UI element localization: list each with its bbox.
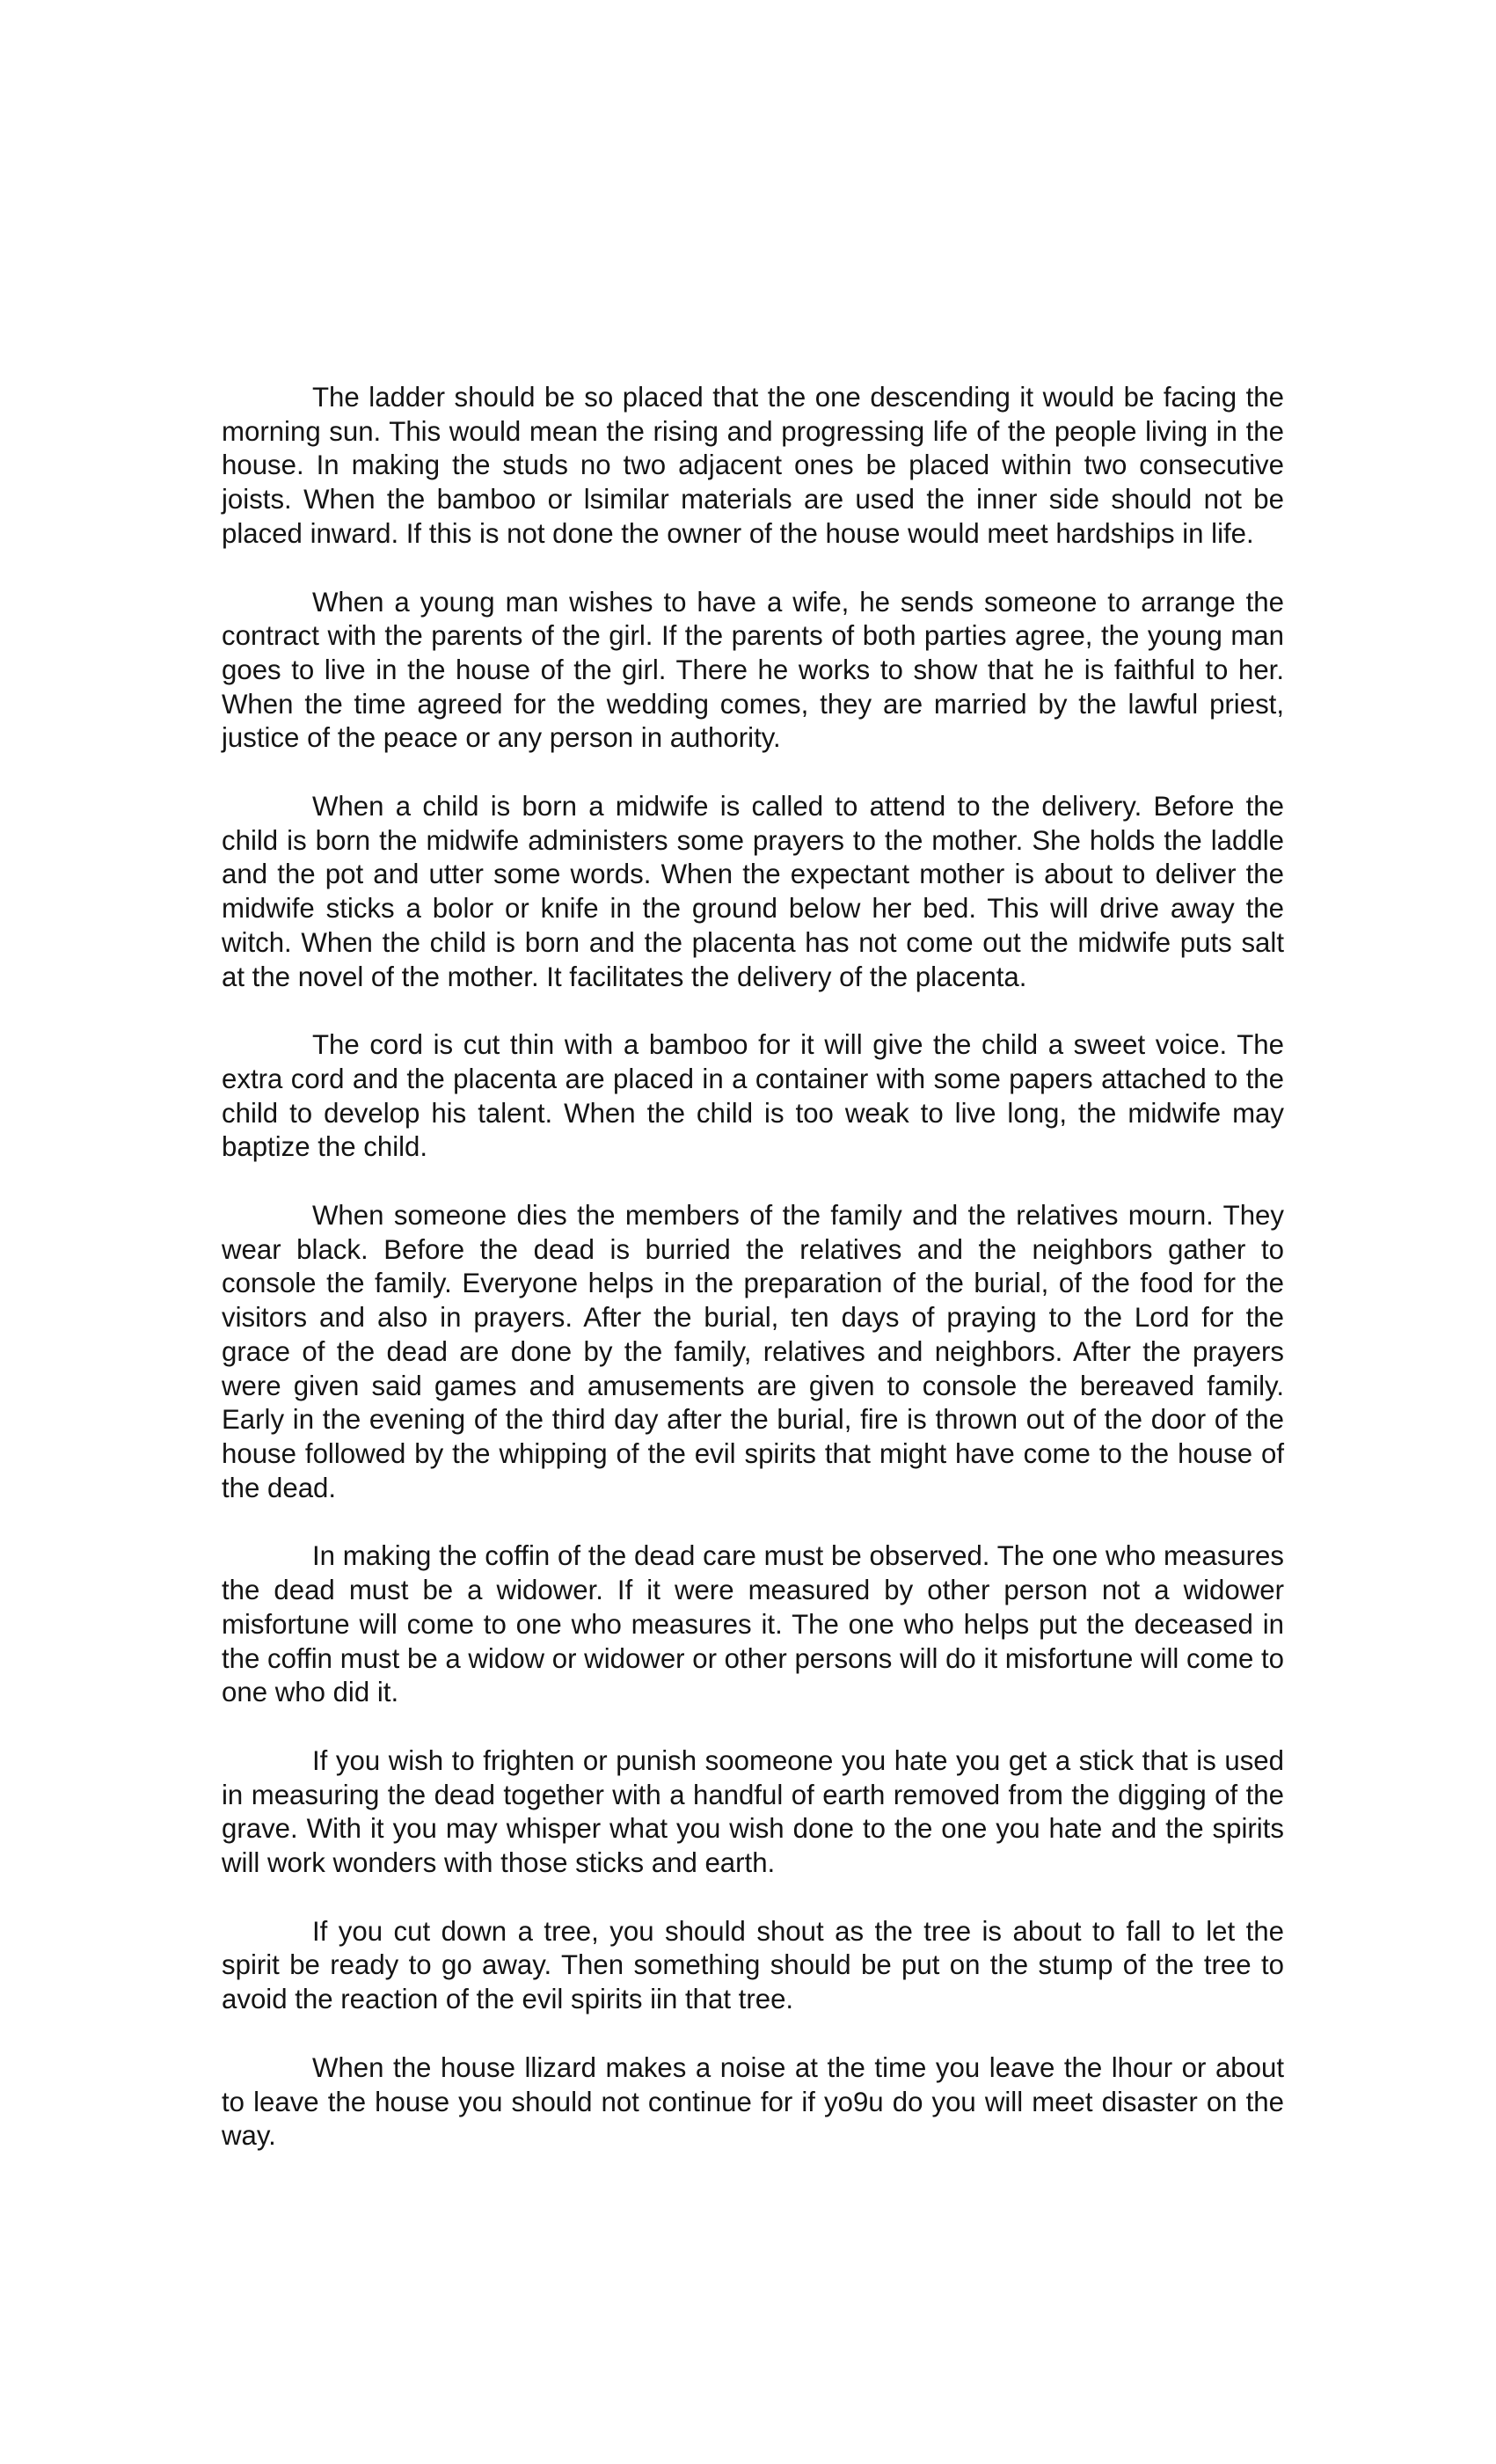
paragraph-mourning: When someone dies the members of the family and the relatives mourn. They wear black. Before the dead is burried the relatives and the neighbors gather to console the family. Everyone helps in the preparation of the burial, of the food for the visitors and also in prayers. After the burial, ten days of praying to the Lord for the grace of the dead are done by the family, relatives and neighbors. After the prayers were given said games and amusements are given to console the bereaved family. Early in the evening of the third day after the burial, fire is thrown out of the door of the house followed by the whipping of the evil spirits that might have come to the house of the dead. bbox=[222, 1200, 1284, 1503]
paragraph-childbirth: When a child is born a midwife is called to attend to the delivery. Before the child is born the midwife administers some prayers to the mother. She holds the laddle and the pot and utter some words. When the expectant mother is about to deliver the midwife sticks a bolor or knife in the ground below her bed. This will drive away the witch. When the child is born and the placenta has not come out the midwife puts salt at the novel of the mother. It facilitates the delivery of the placenta. bbox=[222, 791, 1284, 992]
paragraph-umbilical-cord: The cord is cut thin with a bamboo for it will give the child a sweet voice. The extra cord and the placenta are placed in a container with some papers attached to the child to develop his talent. When the child is too weak to live long, the midwife may baptize the child. bbox=[222, 1029, 1284, 1163]
paragraph-coffin-making: In making the coffin of the dead care must be observed. The one who measures the dead must be a widower. If it were measured by other person not a widower misfortune will come to one who measures it. The one who helps put the deceased in the coffin must be a widow or widower or other persons will do it misfortune will come to one who did it. bbox=[222, 1540, 1284, 1708]
paragraph-house-lizard: When the house llizard makes a noise at the time you leave the lhour or about to leave the house you should not continue for if yo9u do you will meet disaster on the way. bbox=[222, 2051, 1284, 2152]
paragraph-marriage-custom: When a young man wishes to have a wife, he sends someone to arrange the contract with the parents of the girl. If the parents of both parties agree, the young man goes to live in the house of the girl. There he works to show that he is faithful to her. When the time agreed for the wedding comes, they are married by the lawful priest, justice of the peace or any person in authority. bbox=[222, 586, 1284, 754]
document-body bbox=[222, 381, 1284, 2153]
paragraph-ladder-placement: The ladder should be so placed that the one descending it would be facing the morning sun. This would mean the rising and progressing life of the people living in the house. In making the studs no two adjacent ones be placed within two consecutive joists. When the bamboo or lsimilar materials are used the inner side should not be placed inward. If this is not done the owner of the house would meet hardships in life. bbox=[222, 382, 1284, 549]
paragraph-cutting-tree: If you cut down a tree, you should shout as the tree is about to fall to let the spirit be ready to go away. Then something should be put on the stump of the tree to avoid the reaction of the evil spirits iin that tree. bbox=[222, 1915, 1284, 2015]
paragraph-punishment-stick: If you wish to frighten or punish soomeone you hate you get a stick that is used in measuring the dead together with a handful of earth removed from the digging of the grave. With it you may whisper what you wish done to the one you hate and the spirits will work wonders with those sticks and earth. bbox=[222, 1744, 1284, 1879]
